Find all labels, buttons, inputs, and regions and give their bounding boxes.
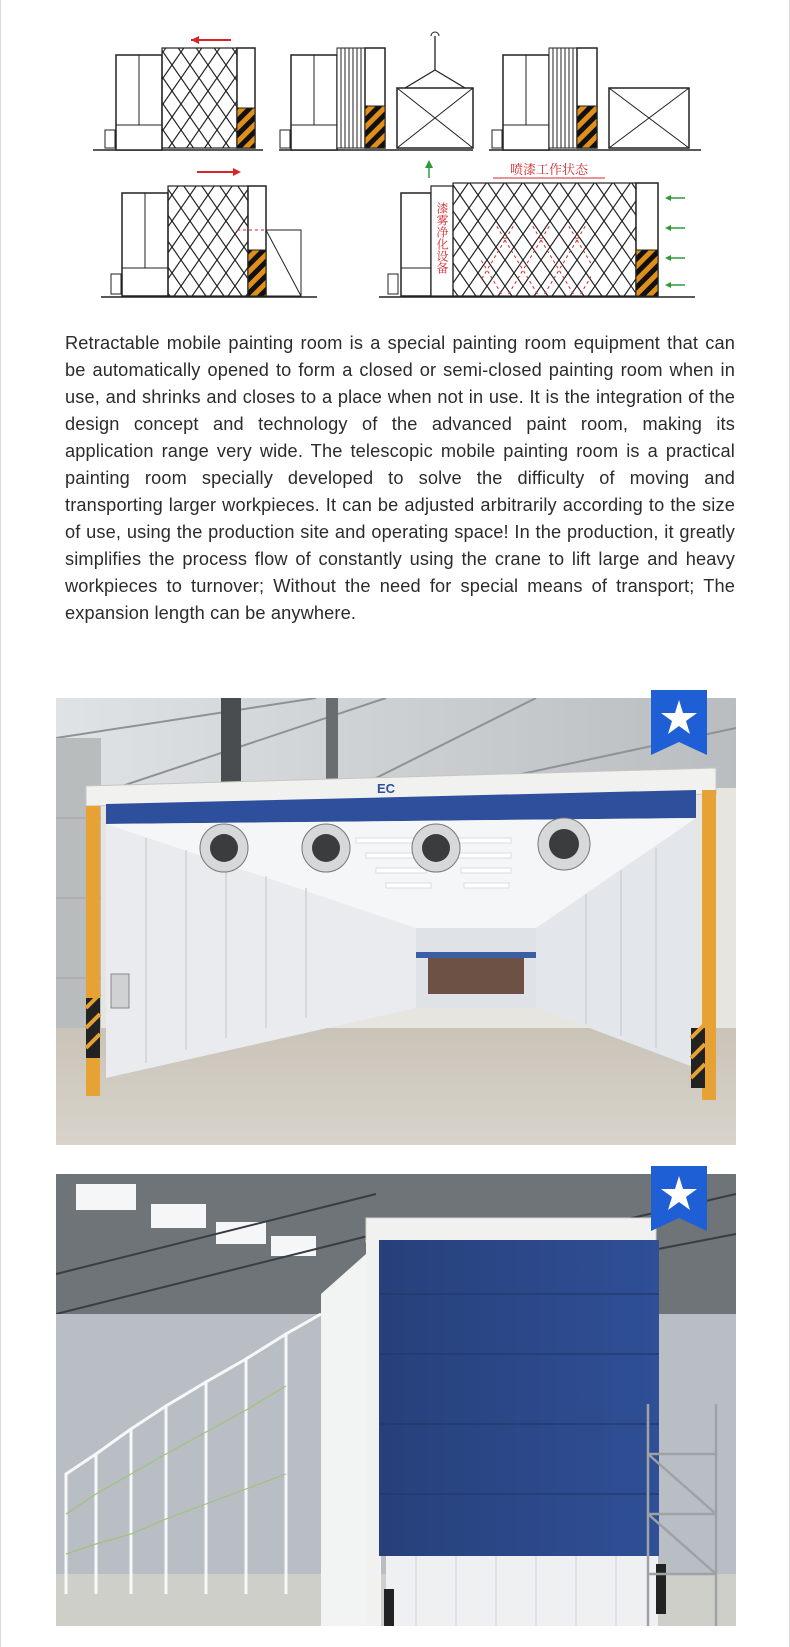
badge-star-icon — [651, 690, 707, 755]
booth-exterior-photo — [56, 1174, 736, 1626]
retractable-booth-diagram — [1, 0, 790, 320]
work-state-label: 喷漆工作状态 — [509, 163, 589, 178]
diagram-stage-4 — [101, 168, 317, 297]
purify-label: 漆雾净化设备 — [435, 202, 449, 274]
badge-star-icon-2 — [651, 1166, 707, 1231]
diagram-stage-5 — [379, 160, 695, 297]
booth-interior-photo — [56, 698, 736, 1145]
diagram-stage-1 — [93, 36, 263, 150]
diagram-stage-3 — [489, 48, 701, 150]
booth-logo: EC — [376, 781, 396, 796]
product-description: Retractable mobile painting room is a special painting room equipment that can be automatically opened to form a closed or semi-closed painting room when in use, and shrinks and closes to a place when not in use. It is the integration of the design concept and technology of the advanced paint room, making its application range very wide. The telescopic mobile painting room is a practical painting room specially developed to solve the difficulty of moving and transporting larger workpieces. It can be adjusted arbitrarily according to the size of use, using the production site and operating space! In the production, it greatly simplifies the process flow of constantly using the crane to lift large and heavy workpieces to turnover; Without the need for special means of transport; The expansion length can be anywhere. — [65, 333, 735, 623]
diagram-stage-2 — [279, 32, 473, 150]
